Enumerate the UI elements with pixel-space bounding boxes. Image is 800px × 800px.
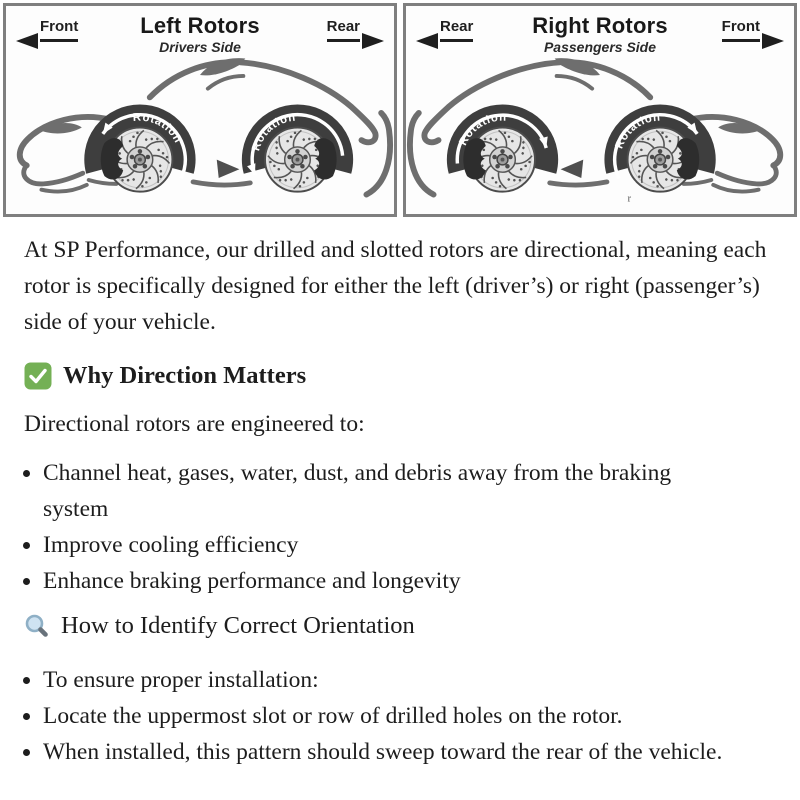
left-rotors-panel [3,3,397,217]
panel-title-block [140,14,260,54]
list-item: • Enhance braking performance and longevity [43,563,728,599]
rotation-label: Rotation [132,111,185,146]
panel-title: Right Rotors [532,13,668,38]
arrow-left-icon [416,33,438,49]
panel-title: Left Rotors [140,13,260,38]
arrow-right-icon [362,33,384,49]
direction-text: Rear [440,18,474,35]
car-body [20,58,390,194]
lead-paragraph: Directional rotors are engineered to: [24,411,365,437]
car-body-mirrored [410,58,780,194]
stray-mark: r [627,192,632,205]
front-direction-label [722,19,760,42]
list-item: • Improve cooling efficiency [43,527,728,563]
list-item: • When installed, this pattern should sweep toward the rear of the vehicle. [43,734,728,770]
right-rotors-panel [403,3,797,217]
list-item: • Channel heat, gases, water, dust, and debris away from the braking system [43,455,728,527]
direction-text: Front [721,18,760,35]
article [0,232,800,770]
list-item: • Locate the uppermost slot or row of drilled holes on the rotor. [43,698,728,734]
intro-paragraph: At SP Performance, our drilled and slotted rotors are directional, meaning each rotor is specifically designed for either the left (driver’s) or right (passenger’s) side of your vehicle. [24,237,767,335]
rotation-label: Rotation [457,111,507,148]
arrow-right-icon [762,33,784,49]
direction-text: Rear [326,18,360,35]
list-item: • To ensure proper installation: [43,662,728,698]
panel-subtitle: Drivers Side [159,38,241,55]
front-direction-label [40,19,78,42]
heading-text: Why Direction Matters [63,362,307,389]
panel-subtitle: Passengers Side [543,38,657,55]
rear-direction-label [327,19,360,42]
heading-text: How to Identify Correct Orientation [61,612,415,639]
section-heading-why-direction-matters [24,361,776,391]
section-heading-identify-orientation [24,611,776,641]
panel-title-block [532,14,668,54]
rotor-direction-diagram [0,0,800,217]
arrow-left-icon [16,33,38,49]
benefits-list [24,455,776,599]
orientation-steps-list [24,662,776,770]
check-mark-icon [24,362,52,390]
magnifying-glass-icon [24,613,50,639]
rotation-label: Rotation [613,111,662,151]
direction-text: Front [40,18,79,35]
rotation-label: Rotation [250,111,297,153]
rear-direction-label [440,19,473,42]
